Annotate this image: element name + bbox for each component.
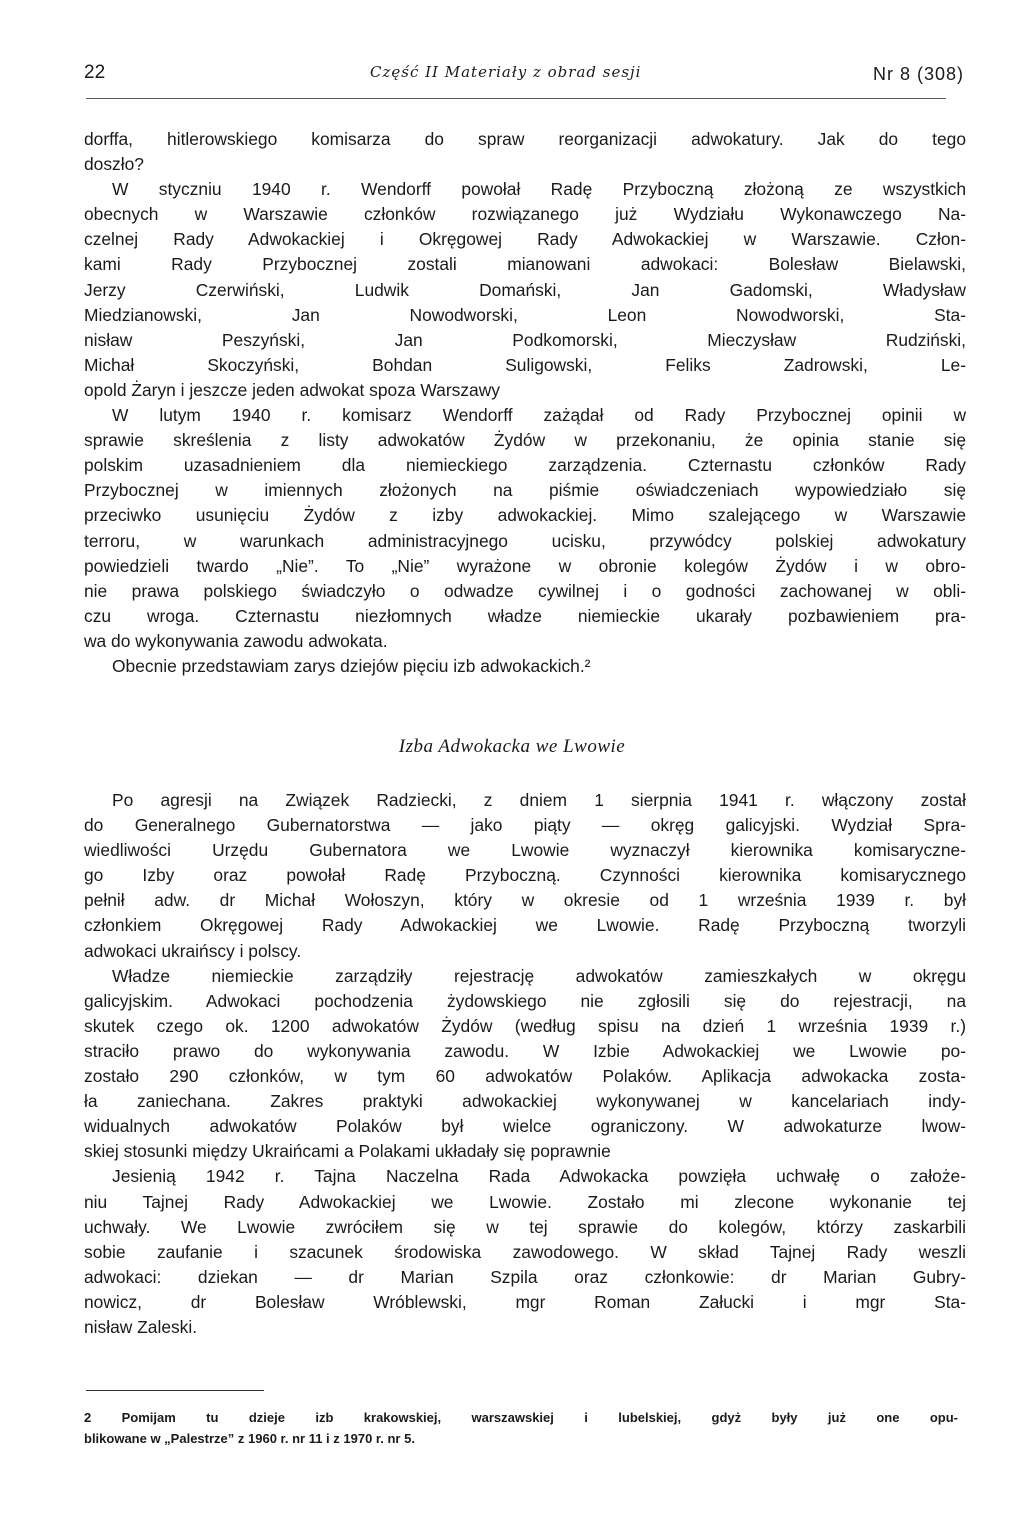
page-header bbox=[84, 62, 964, 92]
text-line: adwokaci ukraińscy i polscy. bbox=[84, 940, 302, 961]
paragraph bbox=[84, 127, 966, 177]
text-line: W styczniu 1940 r. Wendorff powołał Radę Przyboczną złożoną ze wszystkich bbox=[112, 179, 966, 200]
footnote-line: blikowane w „Palestrze” z 1960 r. nr 11 i z 1970 r. nr 5. bbox=[84, 1431, 415, 1446]
text-line: Przybocznej w imiennych złożonych na piśmie oświadczeniach wypowiedziało się bbox=[84, 480, 966, 501]
text-line: nisław Peszyński, Jan Podkomorski, Mieczysław Rudziński, bbox=[84, 329, 966, 350]
paragraph bbox=[84, 1164, 966, 1340]
text-line: ła zaniechana. Zakres praktyki adwokackiej wykonywanej w kancelariach indy- bbox=[84, 1091, 966, 1112]
text-line: doszło? bbox=[84, 154, 144, 175]
header-divider bbox=[86, 98, 946, 99]
text-line: nie prawa polskiego świadczyło o odwadze cywilnej i o godności zachowanej w obli- bbox=[84, 580, 966, 601]
text-line: widualnych adwokatów Polaków był wielce ograniczony. W adwokaturze lwow- bbox=[84, 1116, 966, 1137]
text-line: uchwały. We Lwowie zwróciłem się w tej sprawie do kolegów, którzy zaskarbili bbox=[84, 1216, 966, 1237]
paragraph bbox=[84, 403, 966, 654]
section-heading: Izba Adwokacka we Lwowie bbox=[398, 736, 626, 757]
text-line: sprawie skreślenia z listy adwokatów Żydów w przekonaniu, że opinia stanie się bbox=[84, 430, 966, 451]
text-line: Michał Skoczyński, Bohdan Suligowski, Feliks Zadrowski, Le- bbox=[84, 354, 966, 375]
text-line: nowicz, dr Bolesław Wróblewski, mgr Roman Załucki i mgr Sta- bbox=[84, 1291, 966, 1312]
text-line: terroru, w warunkach administracyjnego ucisku, przywódcy polskiej adwokatury bbox=[84, 530, 966, 551]
text-line: dorffa, hitlerowskiego komisarza do spraw reorganizacji adwokatury. Jak do tego bbox=[84, 129, 966, 149]
text-line: przeciwko usunięciu Żydów z izby adwokackiej. Mimo szalejącego w Warszawie bbox=[84, 505, 966, 526]
body-text-bottom bbox=[84, 788, 966, 1340]
body-text-top bbox=[84, 127, 966, 679]
text-line: członkiem Okręgowej Rady Adwokackiej we Lwowie. Radę Przyboczną tworzyli bbox=[84, 915, 966, 936]
paragraph bbox=[84, 654, 966, 679]
text-line: zostało 290 członków, w tym 60 adwokatów Polaków. Aplikacja adwokacka zosta- bbox=[84, 1066, 966, 1087]
text-line: kami Rady Przybocznej zostali mianowani adwokaci: Bolesław Bielawski, bbox=[84, 254, 966, 275]
text-line: Jerzy Czerwiński, Ludwik Domański, Jan Gadomski, Władysław bbox=[84, 279, 966, 300]
text-line: go Izby oraz powołał Radę Przyboczną. Czynności kierownika komisarycznego bbox=[84, 865, 966, 886]
text-line: skutek czego ok. 1200 adwokatów Żydów (według spisu na dzień 1 września 1939 r.) bbox=[84, 1015, 966, 1036]
issue-number: Nr 8 (308) bbox=[872, 64, 964, 84]
text-line: straciło prawo do wykonywania zawodu. W Izbie Adwokackiej we Lwowie po- bbox=[84, 1040, 966, 1061]
text-line: pełnił adw. dr Michał Wołoszyn, który w okresie od 1 września 1939 r. był bbox=[84, 890, 966, 911]
paragraph bbox=[84, 788, 966, 964]
footnote-divider bbox=[86, 1390, 264, 1391]
text-line: W lutym 1940 r. komisarz Wendorff zażądał od Rady Przybocznej opinii w bbox=[112, 405, 966, 426]
text-line: Miedzianowski, Jan Nowodworski, Leon Nowodworski, Sta- bbox=[84, 304, 966, 325]
text-line: czu wroga. Czternastu niezłomnych władze niemieckie ukarały pozbawieniem pra- bbox=[84, 605, 966, 626]
text-line: sobie zaufanie i szacunek środowiska zawodowego. W skład Tajnej Rady weszli bbox=[84, 1241, 966, 1262]
text-line: powiedzieli twardo „Nie”. To „Nie” wyrażone w obronie kolegów Żydów i w obro- bbox=[84, 555, 966, 576]
running-title: Część II Materiały z obrad sesji bbox=[370, 63, 642, 81]
text-line: nisław Zaleski. bbox=[84, 1316, 198, 1337]
text-line: polskim uzasadnieniem dla niemieckiego zarządzenia. Czternastu członków Rady bbox=[84, 455, 966, 476]
text-line: Władze niemieckie zarządziły rejestrację adwokatów zamieszkałych w okręgu bbox=[112, 965, 966, 986]
paragraph bbox=[84, 964, 966, 1165]
text-line: do Generalnego Gubernatorstwa — jako piąty — okręg galicyjski. Wydział Spra- bbox=[84, 815, 966, 836]
text-line: skiej stosunki między Ukraińcami a Polakami układały się poprawnie bbox=[84, 1141, 611, 1162]
page-number: 22 bbox=[84, 62, 106, 83]
paragraph bbox=[84, 177, 966, 403]
text-line: Po agresji na Związek Radziecki, z dniem 1 sierpnia 1941 r. włączony został bbox=[112, 790, 966, 810]
footnote bbox=[84, 1407, 958, 1449]
text-line: wa do wykonywania zawodu adwokata. bbox=[84, 630, 388, 651]
text-line: Obecnie przedstawiam zarys dziejów pięciu izb adwokackich.² bbox=[112, 655, 591, 676]
text-line: Jesienią 1942 r. Tajna Naczelna Rada Adwokacka powzięła uchwałę o założe- bbox=[112, 1166, 966, 1187]
text-line: niu Tajnej Rady Adwokackiej we Lwowie. Zostało mi zlecone wykonanie tej bbox=[84, 1191, 966, 1212]
text-line: wiedliwości Urzędu Gubernatora we Lwowie wyznaczył kierownika komisaryczne- bbox=[84, 840, 966, 861]
text-line: galicyjskim. Adwokaci pochodzenia żydowskiego nie zgłosili się do rejestracji, na bbox=[84, 990, 966, 1011]
text-line: obecnych w Warszawie członków rozwiązanego już Wydziału Wykonawczego Na- bbox=[84, 204, 966, 225]
footnote-line: 2 Pomijam tu dzieje izb krakowskiej, warszawskiej i lubelskiej, gdyż były już one opu- bbox=[84, 1410, 958, 1425]
text-line: opold Żaryn i jeszcze jeden adwokat spoza Warszawy bbox=[84, 379, 500, 400]
text-line: adwokaci: dziekan — dr Marian Szpila oraz członkowie: dr Marian Gubry- bbox=[84, 1266, 966, 1287]
text-line: czelnej Rady Adwokackiej i Okręgowej Rady Adwokackiej w Warszawie. Człon- bbox=[84, 229, 966, 250]
